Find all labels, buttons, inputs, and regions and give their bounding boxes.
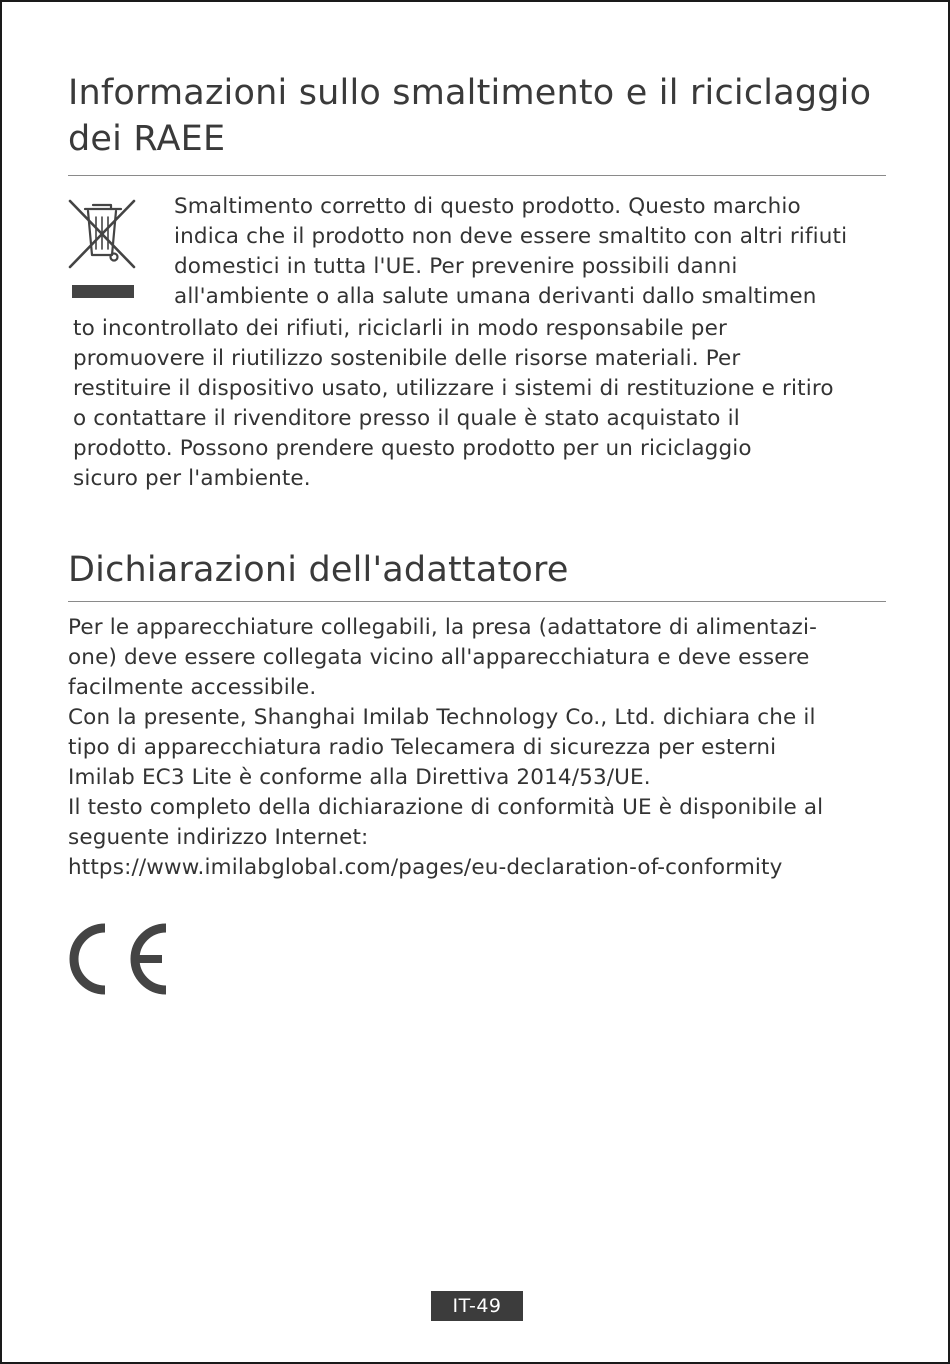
weee-body-text	[73, 314, 834, 494]
adapter-title-text: Dichiarazioni dell'adattatore	[68, 550, 569, 590]
adapter-line-4: Con la presente, Shanghai Imilab Technology Co., Ltd. dichiara che il	[68, 705, 816, 730]
weee-title-divider	[68, 175, 886, 176]
adapter-line-2: one) deve essere collegata vicino all'apparecchiatura e deve essere	[68, 645, 810, 670]
weee-section-title	[68, 70, 918, 162]
weee-intro-text	[174, 192, 847, 312]
weee-body-line-1: to incontrollato dei rifiuti, riciclarli in modo responsabile per	[73, 316, 727, 341]
adapter-line-8: seguente indirizzo Internet:	[68, 825, 369, 850]
adapter-line-1: Per le apparecchiature collegabili, la presa (adattatore di alimentazi-	[68, 615, 817, 640]
adapter-url-link[interactable]: https://www.imilabglobal.com/pages/eu-declaration-of-conformity	[68, 855, 783, 880]
adapter-line-3: facilmente accessibile.	[68, 675, 317, 700]
adapter-line-7: Il testo completo della dichiarazione di conformità UE è disponibile al	[68, 795, 824, 820]
adapter-line-6: Imilab EC3 Lite è conforme alla Direttiva 2014/53/UE.	[68, 765, 651, 790]
weee-intro-line-2: indica che il prodotto non deve essere smaltito con altri rifiuti	[174, 224, 848, 249]
page-number-badge: IT-49	[431, 1291, 523, 1321]
adapter-title-divider	[68, 601, 886, 602]
adapter-body-text	[68, 613, 823, 883]
weee-body-line-3: restituire il dispositivo usato, utilizzare i sistemi di restituzione e ritiro	[73, 376, 834, 401]
ce-mark-icon	[66, 920, 174, 998]
adapter-section-title	[68, 547, 918, 593]
weee-body-line-2: promuovere il riutilizzo sostenibile delle risorse materiali. Per	[73, 346, 741, 371]
weee-crossed-bin-icon	[66, 197, 140, 301]
weee-intro-line-1: Smaltimento corretto di questo prodotto. Questo marchio	[174, 194, 801, 219]
weee-intro-line-4: all'ambiente o alla salute umana derivanti dallo smaltimen	[174, 284, 817, 309]
weee-body-line-4: o contattare il rivenditore presso il quale è stato acquistato il	[73, 406, 740, 431]
weee-body-line-5: prodotto. Possono prendere questo prodotto per un riciclaggio	[73, 436, 752, 461]
weee-title-line-1: Informazioni sullo smaltimento e il riciclaggio	[68, 73, 872, 113]
adapter-line-5: tipo di apparecchiatura radio Telecamera di sicurezza per esterni	[68, 735, 777, 760]
weee-title-line-2: dei RAEE	[68, 119, 226, 159]
weee-intro-line-3: domestici in tutta l'UE. Per prevenire possibili danni	[174, 254, 738, 279]
weee-body-line-6: sicuro per l'ambiente.	[73, 466, 311, 491]
